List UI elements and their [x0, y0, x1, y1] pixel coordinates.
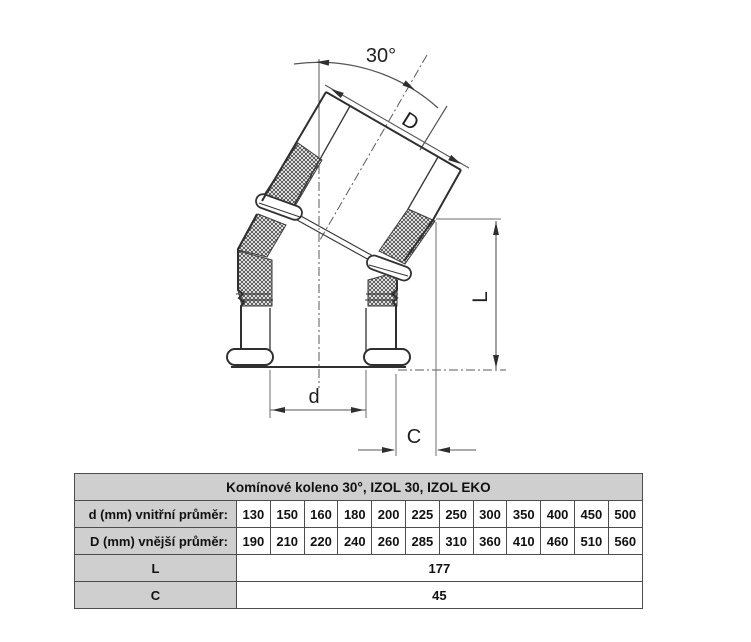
- inner-diameter-label: d: [308, 386, 320, 408]
- value-cell: 410: [507, 528, 541, 555]
- flange-left: [227, 349, 273, 365]
- row-label-inner-diameter: d (mm) vnitřní průměr:: [75, 501, 237, 528]
- angle-arc-overshoot: [420, 106, 447, 150]
- value-cell: 500: [608, 501, 642, 528]
- table-header-row: [75, 474, 643, 501]
- table-title: Komínové koleno 30°, IZOL 30, IZOL EKO: [75, 474, 643, 501]
- offset-value-cell: 45: [237, 582, 643, 609]
- value-cell: 210: [270, 528, 304, 555]
- dimension-d: [270, 370, 366, 418]
- value-cell: 160: [304, 501, 338, 528]
- value-cell: 130: [237, 501, 271, 528]
- value-cell: 450: [574, 501, 608, 528]
- arc-arrow-right: [403, 80, 416, 90]
- value-cell: 360: [473, 528, 507, 555]
- value-cell: 510: [574, 528, 608, 555]
- hatch-lower-left: [238, 251, 272, 306]
- value-cell: 240: [338, 528, 372, 555]
- value-cell: 150: [270, 501, 304, 528]
- value-cell: 190: [237, 528, 271, 555]
- value-cell: 560: [608, 528, 642, 555]
- table-row: [75, 582, 643, 609]
- value-cell: 250: [439, 501, 473, 528]
- value-cell: 310: [439, 528, 473, 555]
- angle-label: 30°: [365, 45, 397, 67]
- outer-diameter-label: D: [397, 107, 423, 136]
- offset-label: C: [406, 426, 422, 448]
- angle-arc: [294, 62, 438, 108]
- mouth-edge: [326, 92, 461, 170]
- value-cell: 200: [372, 501, 406, 528]
- row-label-length: L: [75, 555, 237, 582]
- value-cell: 285: [405, 528, 439, 555]
- spec-table: [74, 473, 643, 609]
- insulation-bands: [238, 143, 435, 306]
- value-cell: 400: [541, 501, 575, 528]
- length-label: L: [469, 291, 492, 303]
- dimension-D: [325, 85, 469, 168]
- table-row: [75, 528, 643, 555]
- value-cell: 460: [541, 528, 575, 555]
- row-label-outer-diameter: D (mm) vnější průměr:: [75, 528, 237, 555]
- length-value-cell: 177: [237, 555, 643, 582]
- value-cell: 225: [405, 501, 439, 528]
- value-cell: 300: [473, 501, 507, 528]
- value-cell: 180: [338, 501, 372, 528]
- flange-right: [364, 349, 410, 365]
- table-row: [75, 555, 643, 582]
- value-cell: 220: [304, 528, 338, 555]
- value-cell: 350: [507, 501, 541, 528]
- row-label-offset: C: [75, 582, 237, 609]
- left-outer-wall: [238, 92, 326, 349]
- table-row: [75, 501, 643, 528]
- value-cell: 260: [372, 528, 406, 555]
